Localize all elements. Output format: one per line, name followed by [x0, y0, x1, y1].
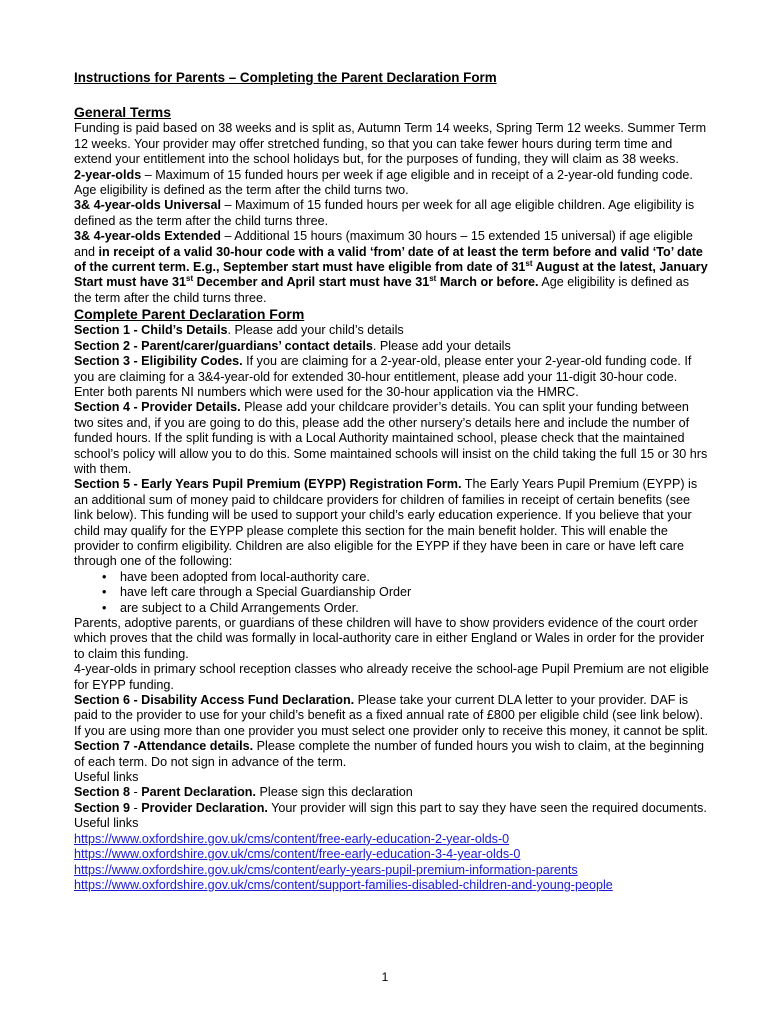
section-7-paragraph	[74, 739, 710, 770]
section-1-text: . Please add your child’s details	[227, 323, 404, 338]
section-9-label-2: Provider Declaration.	[141, 800, 268, 815]
extended-bold-2: August at the latest, January Start must have 31	[74, 260, 708, 290]
section-6-label: Section 6 - Disability Access Fund Declaration.	[74, 693, 355, 708]
section-9-paragraph	[74, 801, 710, 816]
complete-form-heading: Complete Parent Declaration Form	[74, 306, 305, 323]
extended-text-2: Age eligibility is defined as the term after the child turns three.	[74, 275, 690, 305]
page-number: 1	[381, 970, 389, 984]
list-item: • have been adopted from local-authority care.	[120, 570, 710, 585]
section-6-paragraph	[74, 693, 710, 739]
two-year-olds-label: 2-year-olds	[74, 167, 142, 182]
useful-links-label: Useful links	[74, 816, 139, 831]
section-9-label: Section 9	[74, 800, 130, 815]
extended-label: 3& 4-year-olds Extended	[74, 229, 221, 244]
section-4-text: Please add your childcare provider’s details. You can split your funding between two sites and, if you are going to do this, please add the other nursery’s details here and include the number of funded hours. If the split funding is with a Local Authority maintained school, please check that the maintained school’s policy will allow you to do this. Some maintained schools will insist on the child taking the full 15 or 30 hrs with them.	[74, 400, 708, 476]
section-5-label: Section 5 - Early Years Pupil Premium (EYPP) Registration Form.	[74, 477, 462, 492]
section-8-paragraph	[74, 785, 710, 800]
link-two-year-olds[interactable]: https://www.oxfordshire.gov.uk/cms/content/free-early-education-2-year-olds-0	[74, 831, 510, 846]
reception-paragraph: 4-year-olds in primary school reception classes who already receive the school-age Pupil Premium are not eligible for EYPP funding.	[74, 662, 709, 692]
section-7-label: Section 7 -Attendance details.	[74, 739, 254, 754]
superscript-st: st	[186, 274, 194, 284]
link-eypp-information[interactable]: https://www.oxfordshire.gov.uk/cms/content/early-years-pupil-premium-information-parents	[74, 862, 578, 877]
eypp-eligibility-list	[74, 570, 710, 616]
link-three-four-year-olds[interactable]: https://www.oxfordshire.gov.uk/cms/content/free-early-education-3-4-year-olds-0	[74, 847, 521, 862]
section-8-text: Please sign this declaration	[256, 785, 413, 800]
superscript-st: st	[429, 274, 437, 284]
section-2-text: . Please add your details	[372, 338, 511, 353]
document-title: Instructions for Parents – Completing the Parent Declaration Form	[74, 70, 497, 85]
section-3-paragraph	[74, 354, 710, 400]
section-3-text: If you are claiming for a 2-year-old, please enter your 2-year-old funding code. If you are claiming for a 3&4-year-old for extended 30-hour entitlement, please add your 11-digit 30-hour code. Enter both parents NI numbers which were used for the 30-hour application via the HMRC.	[74, 354, 692, 399]
list-item: • are subject to a Child Arrangements Order.	[120, 601, 710, 616]
universal-text: – Maximum of 15 funded hours per week for all age eligible children. Age eligibility is defined as the term after the child turns three.	[74, 198, 695, 228]
extended-bold-4: March or before.	[436, 275, 539, 290]
section-1-label: Section 1 - Child’s Details	[74, 323, 228, 338]
extended-paragraph	[74, 229, 710, 306]
section-2-label: Section 2 - Parent/carer/guardians’ contact details	[74, 338, 373, 353]
court-order-paragraph: Parents, adoptive parents, or guardians of these children will have to show providers evidence of the court order which proves that the child was formally in local-authority care in either England or Wales in order for the provider to claim this funding.	[74, 616, 705, 661]
link-support-disabled-children[interactable]: https://www.oxfordshire.gov.uk/cms/content/support-families-disabled-children-and-young-people	[74, 877, 613, 892]
two-year-olds-paragraph	[74, 168, 710, 199]
general-terms-intro: Funding is paid based on 38 weeks and is split as, Autumn Term 14 weeks, Spring Term 12 weeks. Summer Term 12 weeks. Your provider may offer stretched funding, so that you can take fewer hours during term time and extend your entitlement into the school holidays but, for the purposes of funding, they will claim as 38 weeks.	[74, 121, 707, 167]
extended-bold-1: in receipt of a valid 30-hour code with a valid ‘from’ date of at least the term before and valid ‘To’ date of the current term. E.g., September start must have eligible from date of 31	[74, 244, 703, 275]
extended-text-1: – Additional 15 hours (maximum 30 hours – 15 extended 15 universal) if age eligible and	[74, 229, 693, 259]
section-9-text: Your provider will sign this part to say they have seen the required documents.	[267, 800, 707, 815]
general-terms-heading: General Terms	[74, 104, 172, 121]
section-4-label: Section 4 - Provider Details.	[74, 400, 241, 415]
section-7-text: Please complete the number of funded hours you wish to claim, at the beginning of each term. Do not sign in advance of the term.	[74, 739, 705, 769]
section-8-dash: -	[130, 785, 142, 800]
document-page	[74, 70, 710, 893]
section-8-label-2: Parent Declaration.	[141, 785, 256, 800]
list-item: • have left care through a Special Guardianship Order	[120, 585, 710, 600]
section-6-text: Please take your current DLA letter to your provider. DAF is paid to the provider to use for your child’s benefit as a fixed annual rate of £800 per eligible child (see link below). If you are using more than one provider you must select one provider only to receive this money, it cannot be split.	[74, 693, 708, 738]
section-1-paragraph	[74, 323, 710, 338]
universal-label: 3& 4-year-olds Universal	[74, 198, 221, 213]
section-9-dash: -	[130, 800, 142, 815]
section-4-paragraph	[74, 400, 710, 477]
useful-links-label: Useful links	[74, 770, 139, 785]
two-year-olds-text: – Maximum of 15 funded hours per week if age eligible and in receipt of a 2-year-old funding code. Age eligibility is defined as the term after the child turns two.	[74, 167, 693, 198]
section-5-paragraph	[74, 477, 710, 569]
section-2-paragraph	[74, 339, 710, 354]
section-5-text: The Early Years Pupil Premium (EYPP) is an additional sum of money paid to childcare providers for children of families in receipt of certain benefits (see link below). This funding will be used to support your child’s early education experience. If you believe that your child may qualify for the EYPP please complete this section for the main benefit holder. This will enable the provider to confirm eligibility. Children are also eligible for the EYPP if they have been in care or have left care through one of the following:	[74, 477, 698, 569]
section-3-label: Section 3 - Eligibility Codes.	[74, 354, 243, 369]
section-8-label: Section 8	[74, 785, 130, 800]
superscript-st: st	[525, 258, 533, 268]
universal-paragraph	[74, 198, 710, 229]
extended-bold-3: December and April start must have 31	[193, 275, 430, 290]
